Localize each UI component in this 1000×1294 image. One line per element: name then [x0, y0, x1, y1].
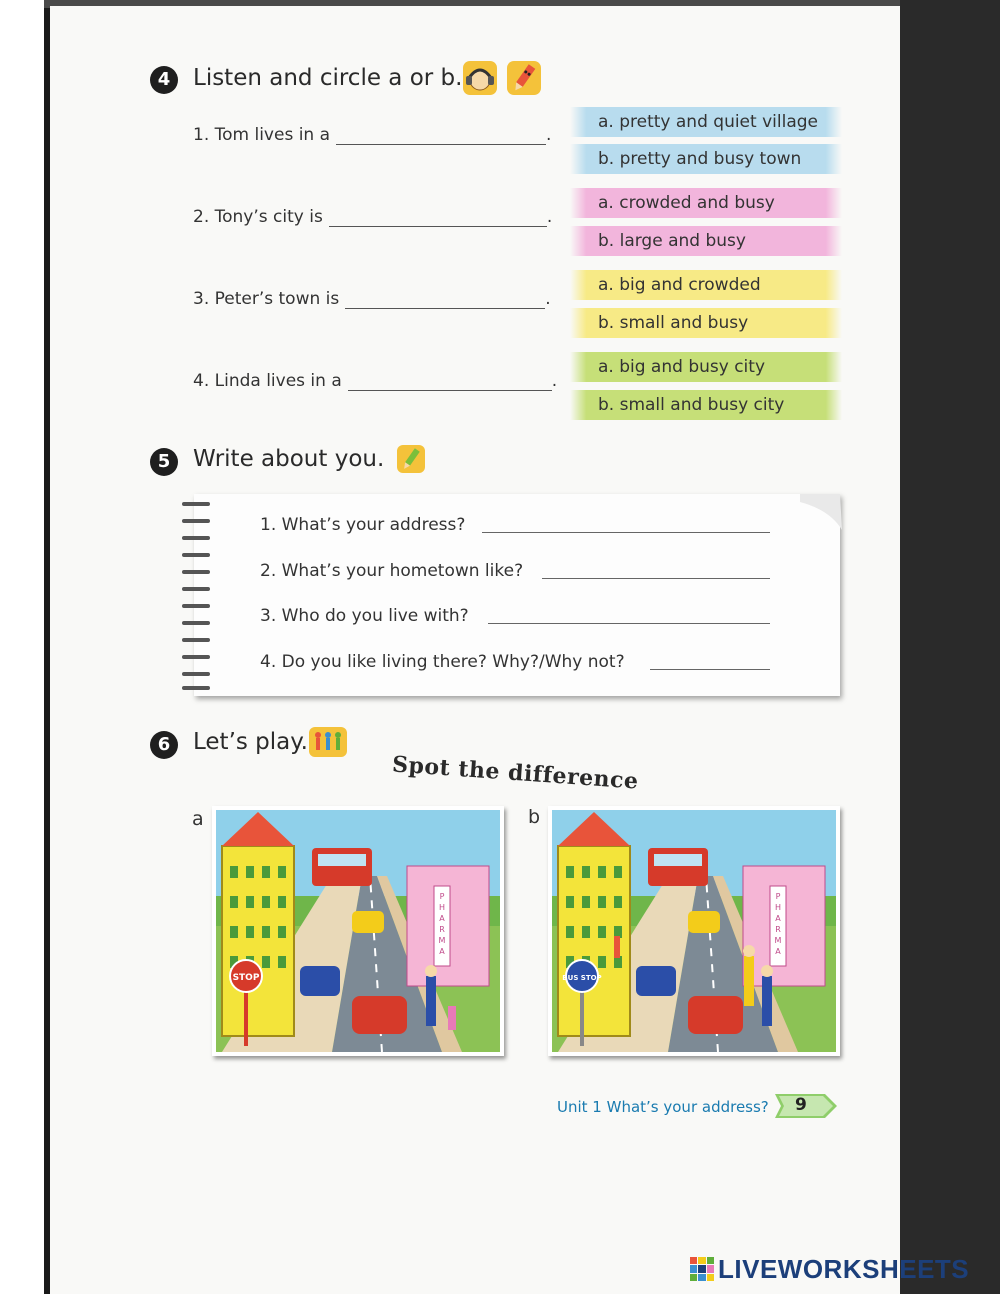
answer-line[interactable]	[488, 623, 770, 624]
listen-question-3	[193, 289, 551, 309]
write-question-3: 3. Who do you live with?	[260, 606, 469, 626]
notebook-ring	[182, 604, 210, 608]
page-number-tab	[775, 1092, 839, 1120]
option-a[interactable]: a. pretty and quiet village	[570, 107, 842, 137]
liveworksheets-text: LIVEWORKSHEETS	[718, 1253, 970, 1284]
svg-text:R: R	[775, 925, 781, 934]
scan-margin-left	[0, 0, 48, 1294]
answer-line[interactable]	[542, 578, 770, 579]
headphones-icon	[462, 60, 498, 96]
listen-question-2	[193, 207, 552, 227]
answer-blank[interactable]	[329, 210, 547, 227]
unit-footer: Unit 1 What’s your address?	[557, 1098, 769, 1116]
svg-text:H: H	[438, 903, 446, 912]
notebook-ring	[182, 686, 210, 690]
section-title: Let’s play.	[193, 729, 308, 755]
svg-text:H: H	[774, 903, 782, 912]
notebook-ring	[182, 536, 210, 540]
page-number: 9	[795, 1095, 807, 1115]
svg-text:M: M	[774, 936, 782, 945]
write-question-1: 1. What’s your address?	[260, 515, 466, 535]
question-end: .	[551, 371, 558, 391]
section-title: Listen and circle a or b.	[193, 65, 463, 91]
pencil-icon	[396, 444, 426, 474]
option-b[interactable]: b. small and busy	[570, 308, 842, 338]
question-end: .	[546, 125, 552, 145]
option-b[interactable]: b. small and busy city	[570, 390, 842, 420]
section-number: 4	[150, 66, 178, 94]
pencil-icon	[506, 60, 542, 96]
question-text: 4. Linda lives in a	[193, 371, 342, 391]
option-a[interactable]: a. big and crowded	[570, 270, 842, 300]
option-b[interactable]: b. large and busy	[570, 226, 842, 256]
answer-blank[interactable]	[336, 128, 546, 145]
svg-text:A: A	[439, 947, 445, 956]
write-question-4: 4. Do you like living there? Why?/Why not?	[260, 652, 625, 672]
notebook-ring	[182, 519, 210, 523]
notebook-ring	[182, 570, 210, 574]
svg-text:A: A	[439, 914, 445, 923]
section-number: 6	[150, 731, 178, 759]
notebook-ring	[182, 672, 210, 676]
question-end: .	[546, 207, 553, 227]
pharmacy-sign: P	[775, 892, 781, 901]
notebook-ring	[182, 638, 210, 642]
section-number: 5	[150, 448, 178, 476]
stop-sign: STOP	[232, 973, 260, 983]
liveworksheets-icon	[690, 1257, 714, 1281]
question-text: 2. Tony’s city is	[193, 207, 323, 227]
picture-label-a: a	[192, 808, 204, 830]
write-question-2: 2. What’s your hometown like?	[260, 561, 524, 581]
street-picture-b[interactable]	[548, 806, 840, 1056]
page-curl	[800, 492, 844, 532]
answer-line[interactable]	[650, 669, 770, 670]
liveworksheets-logo	[690, 1254, 969, 1284]
children-icon	[308, 726, 348, 758]
option-a[interactable]: a. crowded and busy	[570, 188, 842, 218]
answer-blank[interactable]	[345, 292, 545, 309]
notebook-ring	[182, 655, 210, 659]
question-text: 1. Tom lives in a	[193, 125, 331, 145]
scan-margin-right	[900, 0, 1000, 1294]
notebook-ring	[182, 553, 210, 557]
notebook-ring	[182, 502, 210, 506]
notebook-ring	[182, 621, 210, 625]
option-b[interactable]: b. pretty and busy town	[570, 144, 842, 174]
listen-question-4	[193, 371, 557, 391]
spot-the-difference-title: Spot the difference	[391, 751, 640, 795]
answer-line[interactable]	[482, 532, 770, 533]
street-picture-a[interactable]	[212, 806, 504, 1056]
bus-stop-sign: BUS STOP	[562, 974, 602, 982]
section-title: Write about you.	[193, 446, 385, 472]
picture-label-b: b	[528, 806, 541, 828]
question-text: 3. Peter’s town is	[193, 289, 340, 309]
svg-text:A: A	[775, 914, 781, 923]
svg-text:R: R	[439, 925, 445, 934]
question-end: .	[545, 289, 551, 309]
notebook-ring	[182, 587, 210, 591]
svg-text:A: A	[775, 947, 781, 956]
option-a[interactable]: a. big and busy city	[570, 352, 842, 382]
svg-text:M: M	[438, 936, 446, 945]
listen-question-1	[193, 125, 551, 145]
pharmacy-sign: P	[439, 892, 445, 901]
answer-blank[interactable]	[348, 374, 552, 391]
